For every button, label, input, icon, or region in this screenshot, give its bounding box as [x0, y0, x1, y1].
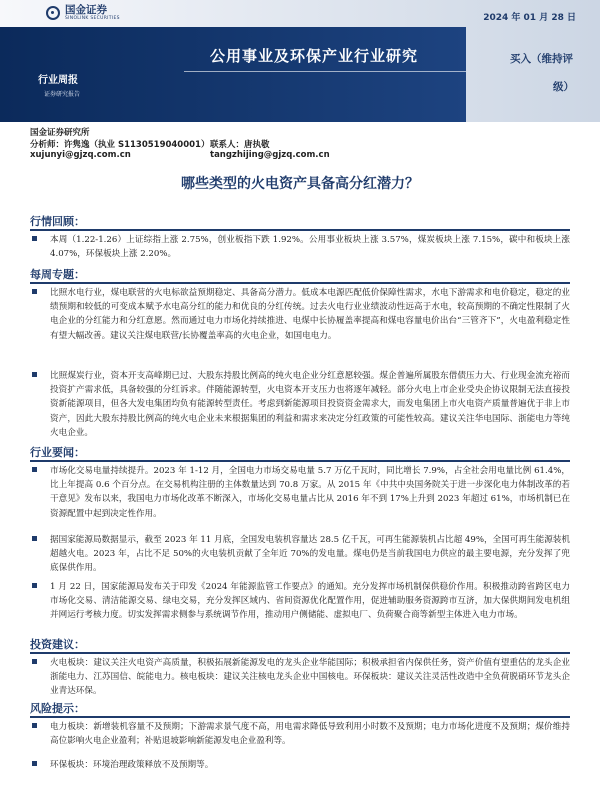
- bullet-text: 1 月 22 日，国家能源局发布关于印发《2024 年能源监管工作要点》的通知。充分发挥市场机制保供稳价作用。积极推动跨省跨区电力市场化交易、清洁能源交易、绿电交易，充分发挥区域内、省间资源优化配置作用，促进辅助服务资源跨市互济，加大保供期间发电机组并网运行考核力度。切实发挥需求侧参与系统调节作用，推动用户侧储能、虚拟电厂、负荷聚合商等新型主体进入电力市场。: [50, 582, 570, 621]
- brand-name: 国金证券: [65, 4, 107, 16]
- institute-name: 国金证券研究所: [30, 128, 90, 138]
- section-rule: [30, 716, 570, 718]
- contact-info: 联系人：唐执敬: [210, 140, 270, 150]
- bullet-item: [30, 286, 570, 343]
- bullet-text: 比照煤炭行业，资本开支高峰期已过、大股东持股比例高的纯火电企业分红意愿较强。煤企普遍所属股东借债压力大、行业现金流充裕而投资扩产需求低，具备较强的分红诉求。伴随能源转型，火电资本开支压力也将逐年减轻。部分火电上市企业受央企协议限制无法直接投资新能源项目，但各大发电集团均负有能源转型责任。考虑到新能源项目投资资金需求大，而发电集团上市火电资产质量普遍优于非上市资产，因此大股东持股比例高的纯火电企业未来根据集团的利益和需求来决定分红政策的可能性较高。建议关注华电国际、浙能电力等纯火电企业。: [50, 371, 570, 438]
- brand-logo-icon: [46, 6, 60, 20]
- bullet-item: [30, 369, 570, 440]
- bullet-icon: [32, 289, 37, 294]
- bullet-icon: [32, 761, 37, 766]
- bullet-icon: [32, 583, 37, 588]
- bullet-icon: [32, 372, 37, 377]
- section-rule: [30, 652, 570, 654]
- bullet-icon: [32, 536, 37, 541]
- bullet-text: 电力板块：新增装机容量不及预期；下游需求景气度不高，用电需求降低导致利用小时数不及预期；电力市场化进度不及预期；煤价维持高位影响火电企业盈利；补贴退坡影响新能源发电企业盈利等。: [50, 722, 570, 747]
- report-header: [0, 0, 600, 122]
- bullet-item: [30, 758, 570, 772]
- section-heading-invest: 投资建议：: [30, 638, 85, 651]
- section-heading-market: 行情回顾：: [30, 215, 85, 228]
- section-rule: [30, 282, 570, 284]
- bullet-icon: [32, 467, 37, 472]
- bullet-text: 市场化交易电量持续提升。2023 年 1-12 月，全国电力市场交易电量 5.7 万亿千瓦时，同比增长 7.9%，占全社会用电量比例 61.4%，比上年提高 0.6 个百分点。在交易机构注册的主体数量达到 70.8 万家。从 2015 年《中共中央国务院关于进一步深化电力体制改革的若干意见》发布以来，我国电力市场化改革不断深入，市场化交易电量占比从 2016 年不到 17%上升到 2023 年超过 61%，市场机制已在资源配置中起到决定性作用。: [50, 466, 570, 519]
- rating-line-2: 级）: [553, 81, 574, 93]
- section-rule: [30, 460, 570, 462]
- bullet-text: 据国家能源局数据显示，截至 2023 年 11 月底，全国发电装机容量达 28.5 亿千瓦，可再生能源装机占比超 49%，全国可再生能源装机超越火电。2023 年，占比不足 50%的火电装机贡献了全年近 70%的发电量。煤电仍是当前我国电力供应的最主要电源，充分发挥了兜底保供作用。: [50, 535, 570, 574]
- bullet-text: 环保板块：环境治理政策释放不及预期等。: [50, 760, 214, 770]
- bullet-item: [30, 656, 570, 699]
- brand-logo: [46, 5, 120, 21]
- bullet-item: [30, 533, 570, 576]
- bullet-icon: [32, 236, 37, 241]
- banner-divider: [184, 71, 466, 72]
- bullet-text: 火电板块：建议关注火电资产高质量，积极拓展新能源发电的龙头企业华能国际；积极承担省内保供任务，资产价值有望重估的龙头企业浙能电力、江苏国信、皖能电力。核电板块：建议关注核电龙头企业中国核电。环保板块：建议关注灵活性改造中全负荷脱硝环节龙头企业青达环保。: [50, 658, 570, 697]
- bullet-item: [30, 233, 570, 261]
- document-title: 哪些类型的火电资产具备高分红潜力？: [181, 176, 419, 192]
- section-heading-news: 行业要闻：: [30, 446, 85, 459]
- section-heading-weekly: 每周专题：: [30, 268, 85, 281]
- analyst-email[interactable]: xujunyi@gjzq.com.cn: [30, 150, 131, 160]
- bullet-item: [30, 720, 570, 748]
- analyst-info: 分析师：许隽逸（执业 S1130519040001）: [30, 140, 210, 150]
- rating-line-1: 买入（维持评: [510, 53, 573, 65]
- section-heading-risk: 风险提示：: [30, 702, 85, 715]
- report-title: 公用事业及环保产业行业研究: [210, 47, 419, 65]
- brand-name-en: SINOLINK SECURITIES: [65, 15, 120, 21]
- bullet-icon: [32, 659, 37, 664]
- bullet-text: 比照水电行业，煤电联营的火电标欲益预期稳定、具备高分潜力。低成本电源匹配低价保障性需求，水电下游需求和电价稳定，稳定的业绩预期和较低的可变成本赋予水电高分红的能力和优良的分红传统。过去火电行业业绩波动性远高于水电，较高预期的不确定性限制了火电企业的分红能力和分红意愿。然而通过电力市场化持续推进、电煤中长协履盖率提高和煤电容量电价出台“三管齐下”，火电盈利稳定性有望大幅改善。建议关注煤电联营/长协覆盖率高的火电企业，如国电电力。: [50, 288, 570, 341]
- bullet-item: [30, 464, 570, 521]
- bullet-text: 本周（1.22-1.26）上证综指上涨 2.75%，创业板指下跌 1.92%。公用事业板块上涨 3.57%，煤炭板块上涨 7.15%，碳中和板块上涨 4.07%，环保板块上涨 2.20%。: [50, 235, 570, 260]
- bullet-icon: [32, 723, 37, 728]
- report-type: 行业周报: [38, 75, 78, 86]
- section-rule: [30, 229, 570, 231]
- contact-email[interactable]: tangzhijing@gjzq.com.cn: [210, 150, 330, 160]
- bullet-item: [30, 580, 570, 623]
- report-subtype: 证券研究报告: [44, 91, 81, 98]
- report-date: 2024 年 01 月 28 日: [483, 13, 576, 23]
